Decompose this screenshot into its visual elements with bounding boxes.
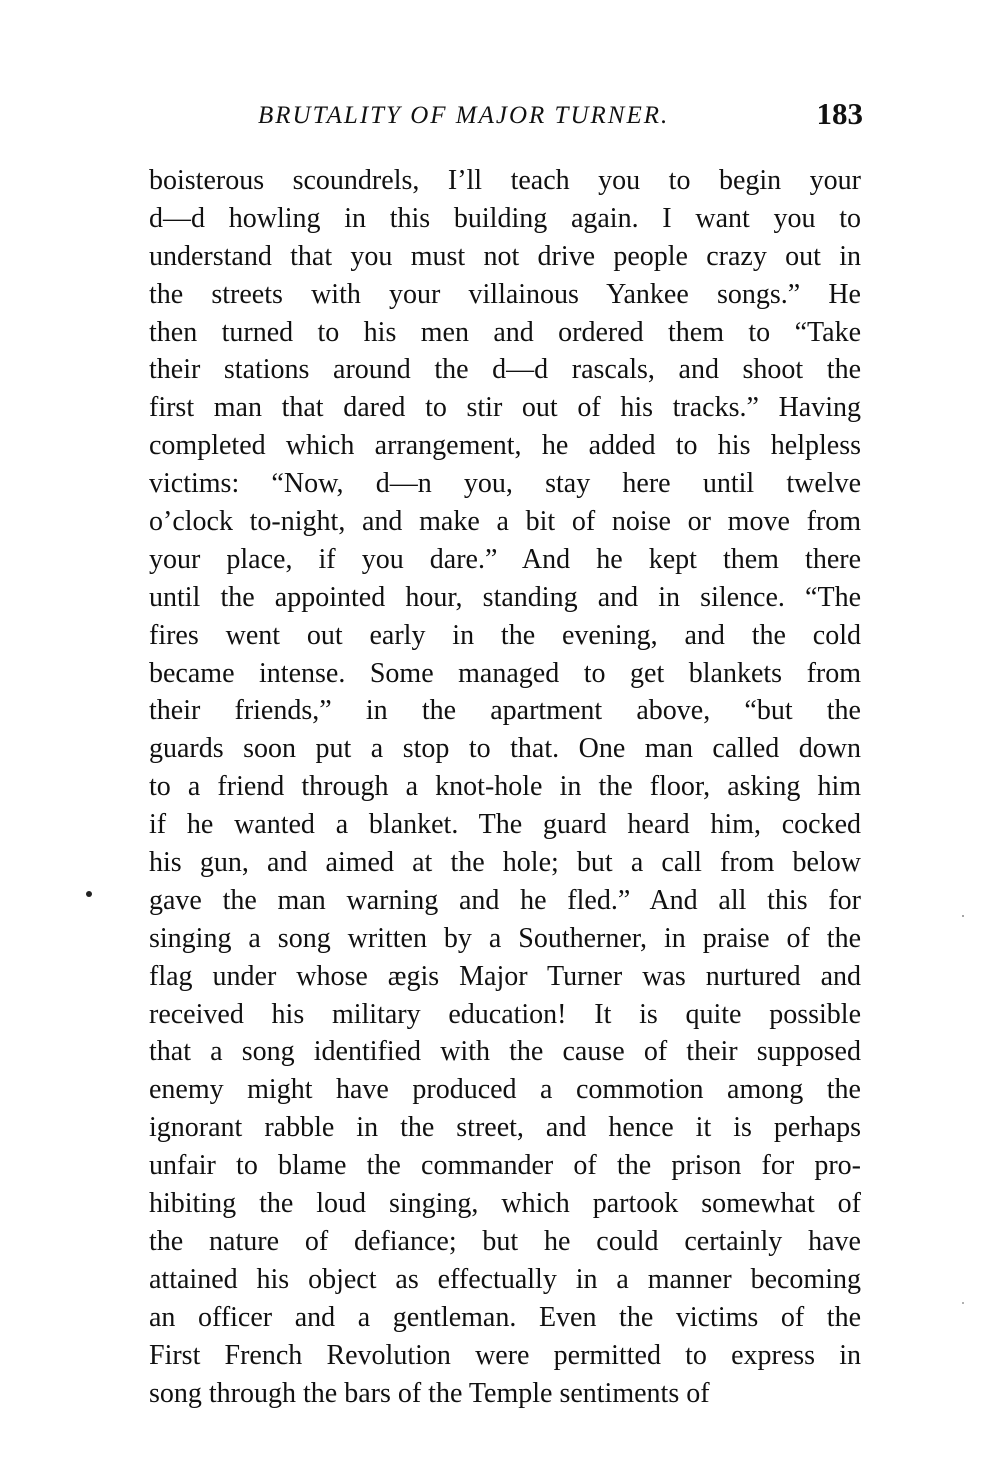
text-line: First French Revolution were permitted to express in [149,1339,861,1371]
text-line: unfair to blame the commander of the prison for pro- [149,1150,861,1182]
running-title: BRUTALITY OF MAJOR TURNER. [258,102,670,129]
text-line: his gun, and aimed at the hole; but a call from below [149,847,861,879]
text-line: their stations around the d—d rascals, and shoot the [149,354,861,386]
text-line: boisterous scoundrels, I’ll teach you to begin your [149,165,861,196]
text-line: singing a song written by a Southerner, in praise of the [149,922,861,954]
text-line: became intense. Some managed to get blankets from [149,657,861,689]
text-line: gave the man warning and he fled.” And all this for [149,884,861,916]
text-line: their friends,” in the apartment above, “but the [149,695,861,727]
text-line: completed which arrangement, he added to his helpless [149,430,861,462]
ink-speck [962,915,964,917]
text-line: ignorant rabble in the street, and hence it is perhaps [149,1112,861,1144]
text-line: fires went out early in the evening, and the cold [149,619,861,651]
body-text [149,162,861,1412]
text-line: victims: “Now, d—n you, stay here until twelve [149,468,861,500]
text-line: to a friend through a knot-hole in the floor, asking him [149,771,861,803]
text-line: o’clock to-night, and make a bit of noise or move from [149,506,861,538]
text-line: hibiting the loud singing, which partook somewhat of [149,1188,861,1220]
text-line: attained his object as effectually in a manner becoming [149,1263,861,1295]
text-line: d—d howling in this building again. I want you to [149,202,861,234]
text-line: flag under whose ægis Major Turner was nurtured and [149,960,861,992]
text-line: the streets with your villainous Yankee songs.” He [149,278,861,310]
text-line: understand that you must not drive people crazy out in [149,240,861,272]
ink-speck [86,891,92,897]
text-line: the nature of defiance; but he could certainly have [149,1225,861,1257]
running-head [258,96,863,140]
text-line: enemy might have produced a commotion among the [149,1074,861,1106]
ink-speck [962,1302,964,1304]
text-line: an officer and a gentleman. Even the victims of the [149,1301,861,1333]
text-line: song through the bars of the Temple sentiments of [149,1377,710,1409]
text-line: your place, if you dare.” And he kept them there [149,543,861,575]
text-line: that a song identified with the cause of their supposed [149,1036,861,1068]
page-number: 183 [816,96,863,131]
text-line: until the appointed hour, standing and in silence. “The [149,581,861,613]
text-line: first man that dared to stir out of his tracks.” Having [149,392,861,424]
text-line: received his military education! It is quite possible [149,998,861,1030]
text-line: guards soon put a stop to that. One man called down [149,733,861,765]
text-line: then turned to his men and ordered them to “Take [149,316,861,348]
text-line: if he wanted a blanket. The guard heard him, cocked [149,809,861,841]
